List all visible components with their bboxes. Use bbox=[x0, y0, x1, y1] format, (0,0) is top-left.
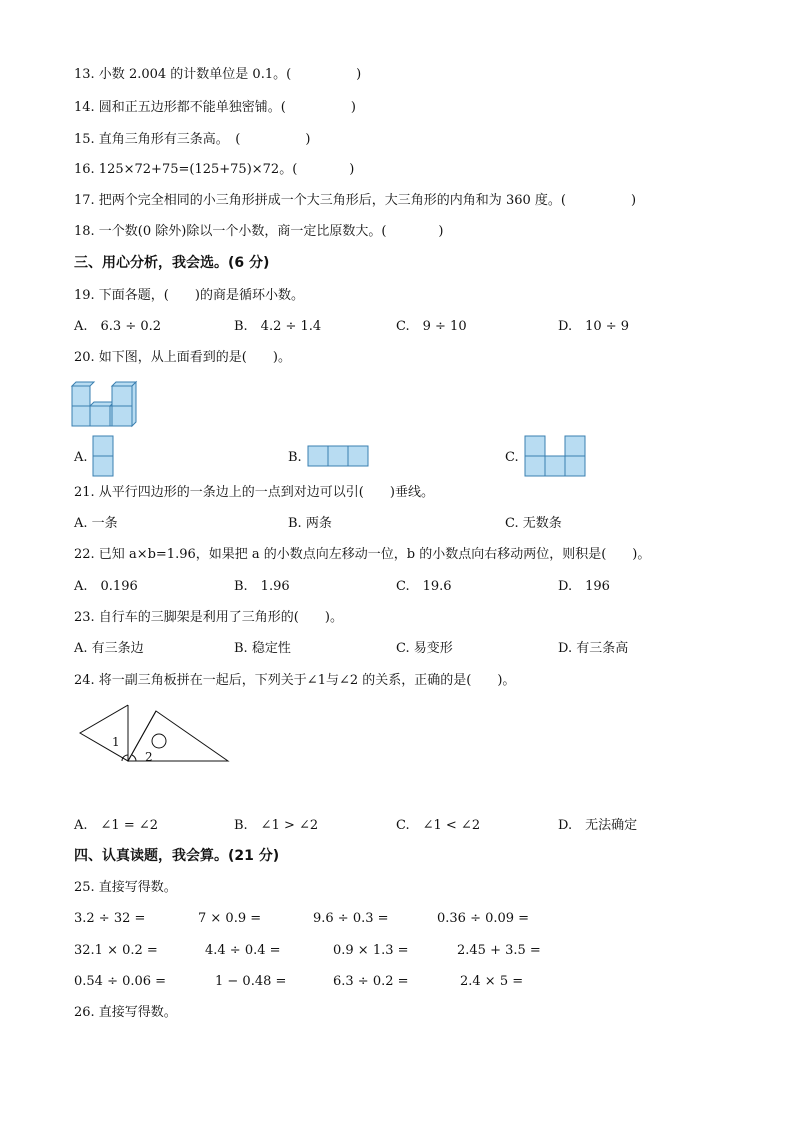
calc-item: 6.3 ÷ 0.2 = bbox=[333, 974, 409, 989]
q21-stem: 21. 从平行四边形的一条边上的一点到对边可以引( )垂线。 bbox=[74, 485, 434, 500]
q26-stem: 26. 直接写得数。 bbox=[74, 1005, 177, 1020]
q24-option-d: D. 无法确定 bbox=[558, 818, 638, 833]
q20-cube-figure bbox=[70, 380, 142, 430]
q23-option-d: D. 有三条高 bbox=[558, 641, 629, 656]
q22-stem: 22. 已知 a×b=1.96，如果把 a 的小数点向左移动一位，b 的小数点向右移动两位，则积是( )。 bbox=[74, 547, 651, 562]
q19-option-b: B. 4.2 ÷ 1.4 bbox=[234, 319, 322, 334]
q19-option-a: A. 6.3 ÷ 0.2 bbox=[74, 319, 162, 334]
section-title-choice: 三、用心分析，我会选。(6 分) bbox=[74, 255, 270, 271]
calc-item: 0.36 ÷ 0.09 = bbox=[437, 911, 530, 926]
angle-2-label: 2 bbox=[145, 750, 153, 764]
q23-stem: 23. 自行车的三脚架是利用了三角形的( )。 bbox=[74, 610, 343, 625]
q19-option-d: D. 10 ÷ 9 bbox=[558, 319, 630, 334]
q23-option-c: C. 易变形 bbox=[396, 641, 453, 656]
q21-option-c: C. 无数条 bbox=[505, 516, 562, 531]
q24-option-c: C. ∠1 < ∠2 bbox=[396, 818, 481, 833]
q21-option-a: A. 一条 bbox=[74, 516, 118, 531]
judge-item-13: 13. 小数 2.004 的计数单位是 0.1。( ) bbox=[74, 67, 362, 82]
q22-option-b: B. 1.96 bbox=[234, 579, 290, 594]
section-title-calc: 四、认真读题，我会算。(21 分) bbox=[74, 848, 280, 864]
q20-stem: 20. 如下图，从上面看到的是( )。 bbox=[74, 350, 291, 365]
q20-option-c-shape bbox=[524, 435, 586, 477]
q24-triangle-figure bbox=[76, 703, 234, 767]
q25-stem: 25. 直接写得数。 bbox=[74, 880, 177, 895]
q19-stem: 19. 下面各题，( )的商是循环小数。 bbox=[74, 288, 304, 303]
judge-item-18: 18. 一个数(0 除外)除以一个小数，商一定比原数大。( ) bbox=[74, 224, 444, 239]
calc-item: 32.1 × 0.2 = bbox=[74, 943, 158, 958]
q20-option-a-shape bbox=[92, 435, 114, 477]
q24-stem: 24. 将一副三角板拼在一起后，下列关于∠1与∠2 的关系，正确的是( )。 bbox=[74, 673, 516, 688]
calc-item: 7 × 0.9 = bbox=[198, 911, 262, 926]
calc-item: 0.9 × 1.3 = bbox=[333, 943, 409, 958]
judge-item-17: 17. 把两个完全相同的小三角形拼成一个大三角形后，大三角形的内角和为 360 度。( ) bbox=[74, 193, 637, 208]
q24-option-a: A. ∠1 = ∠2 bbox=[74, 818, 159, 833]
q22-option-a: A. 0.196 bbox=[74, 579, 138, 594]
calc-item: 2.45 + 3.5 = bbox=[457, 943, 541, 958]
judge-item-16: 16. 125×72+75=(125+75)×72。( ) bbox=[74, 162, 355, 177]
q24-option-b: B. ∠1 > ∠2 bbox=[234, 818, 319, 833]
q23-option-b: B. 稳定性 bbox=[234, 641, 291, 656]
q19-option-c: C. 9 ÷ 10 bbox=[396, 319, 467, 334]
judge-item-14: 14. 圆和正五边形都不能单独密铺。( ) bbox=[74, 100, 356, 115]
q22-option-c: C. 19.6 bbox=[396, 579, 452, 594]
q20-option-b-shape bbox=[307, 445, 369, 467]
q20-option-a-label: A. bbox=[74, 450, 88, 465]
q23-option-a: A. 有三条边 bbox=[74, 641, 144, 656]
calc-item: 0.54 ÷ 0.06 = bbox=[74, 974, 167, 989]
calc-item: 4.4 ÷ 0.4 = bbox=[205, 943, 281, 958]
calc-item: 3.2 ÷ 32 = bbox=[74, 911, 146, 926]
angle-1-label: 1 bbox=[112, 735, 120, 749]
calc-item: 2.4 × 5 = bbox=[460, 974, 524, 989]
judge-item-15: 15. 直角三角形有三条高。 ( ) bbox=[74, 132, 311, 147]
q20-option-b-label: B. bbox=[288, 450, 302, 465]
calc-item: 9.6 ÷ 0.3 = bbox=[313, 911, 389, 926]
q22-option-d: D. 196 bbox=[558, 579, 610, 594]
calc-item: 1 − 0.48 = bbox=[215, 974, 287, 989]
q20-option-c-label: C. bbox=[505, 450, 519, 465]
q21-option-b: B. 两条 bbox=[288, 516, 332, 531]
